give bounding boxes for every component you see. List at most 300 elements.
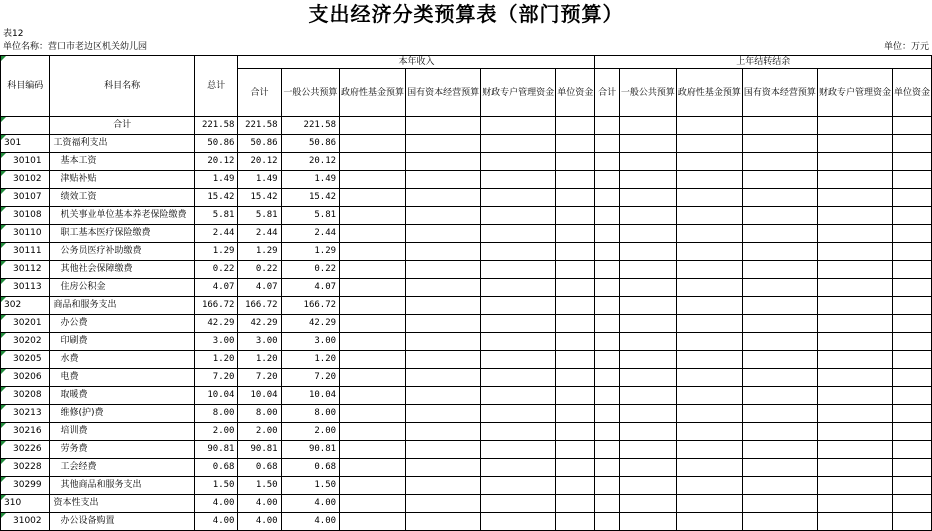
cell-empty [556,315,595,333]
cell-general: 90.81 [281,441,339,459]
cell-general: 4.07 [281,279,339,297]
cell-empty [481,225,556,243]
cell-empty [595,351,619,369]
cell-general: 1.50 [281,477,339,495]
cell-subtotal: 4.00 [238,513,281,531]
header-last-general: 一般公共预算 [619,69,676,117]
cell-empty [619,225,676,243]
cell-total: 0.22 [194,261,238,279]
cell-empty [742,459,817,477]
cell-empty [481,387,556,405]
table-number: 表12 [3,29,24,39]
cell-empty [595,117,619,135]
cell-empty [742,261,817,279]
header-last-unit: 单位资金 [892,69,931,117]
cell-empty [595,333,619,351]
cell-empty [817,117,892,135]
cell-empty [817,405,892,423]
cell-subtotal: 3.00 [238,333,281,351]
cell-empty [817,333,892,351]
cell-empty [556,405,595,423]
cell-marker-icon [1,423,6,428]
cell-empty [406,261,481,279]
cell-empty [406,423,481,441]
cell-empty [676,135,742,153]
cell-empty [406,243,481,261]
table-row [1,387,932,405]
cell-empty [595,387,619,405]
cell-general: 15.42 [281,189,339,207]
cell-empty [406,117,481,135]
cell-empty [619,351,676,369]
cell-empty [556,261,595,279]
cell-empty [619,135,676,153]
cell-empty [676,171,742,189]
cell-empty [406,405,481,423]
cell-empty [556,459,595,477]
cell-code-text: 30113 [13,282,42,292]
header-code: 科目编码 [1,56,50,117]
cell-empty [595,423,619,441]
cell-empty [892,171,931,189]
cell-general: 0.68 [281,459,339,477]
cell-empty [676,261,742,279]
cell-total: 20.12 [194,153,238,171]
table-row [1,117,932,135]
cell-empty [595,279,619,297]
cell-empty [619,477,676,495]
cell-total: 2.44 [194,225,238,243]
cell-name: 绩效工资 [50,189,194,207]
header-current-subtotal: 合计 [238,69,281,117]
table-row [1,459,932,477]
cell-total: 1.20 [194,351,238,369]
cell-empty [817,153,892,171]
cell-empty [481,441,556,459]
cell-total: 3.00 [194,333,238,351]
cell-empty [742,135,817,153]
cell-empty [595,405,619,423]
cell-empty [619,153,676,171]
cell-name: 住房公积金 [50,279,194,297]
cell-empty [742,189,817,207]
cell-empty [481,423,556,441]
cell-empty [676,153,742,171]
cell-empty [340,423,406,441]
cell-empty [676,117,742,135]
cell-code [1,297,50,315]
cell-marker-icon [1,477,6,482]
cell-empty [619,513,676,531]
cell-empty [556,477,595,495]
cell-empty [340,297,406,315]
cell-code [1,117,50,135]
cell-empty [619,423,676,441]
cell-subtotal: 7.20 [238,369,281,387]
cell-empty [595,459,619,477]
cell-name: 印刷费 [50,333,194,351]
cell-empty [340,189,406,207]
cell-empty [406,459,481,477]
cell-code [1,153,50,171]
cell-empty [892,495,931,513]
cell-empty [742,315,817,333]
cell-general: 166.72 [281,297,339,315]
cell-total: 1.49 [194,171,238,189]
cell-empty [595,477,619,495]
cell-empty [556,351,595,369]
cell-empty [406,351,481,369]
cell-subtotal: 0.22 [238,261,281,279]
cell-subtotal: 4.07 [238,279,281,297]
cell-empty [619,315,676,333]
cell-empty [892,207,931,225]
cell-subtotal: 1.20 [238,351,281,369]
cell-empty [742,207,817,225]
cell-marker-icon [1,225,6,230]
cell-subtotal: 221.58 [238,117,281,135]
cell-empty [556,441,595,459]
cell-empty [481,477,556,495]
cell-empty [481,333,556,351]
cell-general: 10.04 [281,387,339,405]
cell-code-text: 30102 [13,174,42,184]
cell-empty [340,477,406,495]
cell-empty [340,387,406,405]
cell-empty [406,333,481,351]
cell-empty [340,405,406,423]
cell-empty [892,225,931,243]
cell-empty [595,441,619,459]
cell-subtotal: 2.44 [238,225,281,243]
cell-code-text: 30112 [13,264,42,274]
cell-empty [892,189,931,207]
cell-code [1,225,50,243]
cell-empty [556,153,595,171]
cell-empty [817,297,892,315]
cell-marker-icon [1,189,6,194]
cell-subtotal: 90.81 [238,441,281,459]
cell-marker-icon [1,171,6,176]
cell-empty [340,135,406,153]
cell-marker-icon [1,513,6,518]
cell-empty [406,207,481,225]
cell-subtotal: 15.42 [238,189,281,207]
cell-empty [619,369,676,387]
header-current-fund: 政府性基金预算 [340,69,406,117]
cell-total: 221.58 [194,117,238,135]
cell-name: 取暖费 [50,387,194,405]
cell-name: 工会经费 [50,459,194,477]
cell-code [1,351,50,369]
cell-empty [481,279,556,297]
cell-code-text: 30202 [13,336,42,346]
cell-empty [742,423,817,441]
cell-empty [619,279,676,297]
table-row [1,405,932,423]
cell-empty [556,225,595,243]
cell-empty [406,225,481,243]
cell-code [1,459,50,477]
cell-empty [481,171,556,189]
cell-empty [742,387,817,405]
cell-empty [619,441,676,459]
cell-empty [340,207,406,225]
cell-empty [817,513,892,531]
cell-empty [481,369,556,387]
cell-marker-icon [1,351,6,356]
cell-empty [481,261,556,279]
cell-empty [481,459,556,477]
cell-empty [892,423,931,441]
cell-empty [676,513,742,531]
cell-empty [556,243,595,261]
header-name: 科目名称 [50,56,194,117]
cell-total: 42.29 [194,315,238,333]
cell-empty [817,189,892,207]
table-row [1,135,932,153]
cell-empty [892,297,931,315]
cell-empty [595,135,619,153]
cell-empty [892,441,931,459]
table-row [1,333,932,351]
cell-empty [892,387,931,405]
cell-code [1,477,50,495]
cell-empty [340,225,406,243]
table-row [1,225,932,243]
cell-code [1,369,50,387]
cell-code [1,405,50,423]
cell-empty [481,513,556,531]
cell-subtotal: 20.12 [238,153,281,171]
table-row [1,351,932,369]
cell-empty [481,135,556,153]
cell-empty [817,261,892,279]
cell-empty [676,279,742,297]
cell-subtotal: 42.29 [238,315,281,333]
cell-name: 劳务费 [50,441,194,459]
cell-empty [595,495,619,513]
cell-empty [676,189,742,207]
cell-empty [556,333,595,351]
cell-code-text: 302 [4,300,22,310]
cell-general: 5.81 [281,207,339,225]
cell-total: 2.00 [194,423,238,441]
cell-empty [892,315,931,333]
cell-empty [892,351,931,369]
cell-empty [817,495,892,513]
cell-empty [340,315,406,333]
cell-marker-icon [1,441,6,446]
cell-total: 1.29 [194,243,238,261]
cell-code [1,243,50,261]
cell-empty [892,243,931,261]
cell-empty [340,333,406,351]
cell-empty [340,171,406,189]
cell-empty [817,387,892,405]
cell-empty [742,153,817,171]
cell-code-text: 30110 [13,228,42,238]
cell-empty [619,189,676,207]
cell-empty [481,117,556,135]
cell-empty [595,297,619,315]
cell-empty [619,387,676,405]
cell-empty [892,279,931,297]
cell-total: 7.20 [194,369,238,387]
cell-general: 4.00 [281,495,339,513]
cell-empty [676,459,742,477]
cell-code-text: 30205 [13,354,42,364]
cell-empty [340,117,406,135]
cell-empty [676,441,742,459]
cell-name: 维修(护)费 [50,405,194,423]
cell-empty [556,279,595,297]
cell-empty [676,333,742,351]
cell-code [1,423,50,441]
table-row [1,369,932,387]
cell-empty [406,135,481,153]
cell-subtotal: 1.49 [238,171,281,189]
cell-empty [892,333,931,351]
cell-empty [817,423,892,441]
table-row [1,297,932,315]
cell-empty [892,369,931,387]
cell-empty [619,459,676,477]
cell-empty [817,441,892,459]
cell-general: 0.22 [281,261,339,279]
cell-marker-icon [1,333,6,338]
cell-code [1,441,50,459]
table-row [1,315,932,333]
cell-empty [817,243,892,261]
cell-code-text: 30213 [13,408,42,418]
table-row [1,153,932,171]
header-last-fund: 政府性基金预算 [676,69,742,117]
cell-empty [556,495,595,513]
cell-empty [556,387,595,405]
table-row [1,477,932,495]
cell-total: 8.00 [194,405,238,423]
cell-marker-icon [1,279,6,284]
cell-empty [742,405,817,423]
cell-subtotal: 166.72 [238,297,281,315]
table-row [1,207,932,225]
cell-subtotal: 1.29 [238,243,281,261]
cell-empty [742,441,817,459]
table-row [1,513,932,531]
cell-empty [340,513,406,531]
cell-code [1,261,50,279]
header-last-capital: 国有资本经营预算 [742,69,817,117]
cell-empty [481,189,556,207]
cell-empty [742,477,817,495]
cell-subtotal: 10.04 [238,387,281,405]
cell-general: 1.49 [281,171,339,189]
cell-general: 2.44 [281,225,339,243]
cell-empty [742,243,817,261]
cell-name: 津贴补贴 [50,171,194,189]
header-current-unit: 单位资金 [556,69,595,117]
cell-marker-icon [1,153,6,158]
cell-empty [676,369,742,387]
cell-total: 4.00 [194,513,238,531]
currency-unit: 单位：万元 [883,42,929,52]
table-row [1,441,932,459]
cell-empty [595,243,619,261]
cell-empty [619,207,676,225]
cell-code-text: 30206 [13,372,42,382]
header-last-special: 财政专户管理资金 [817,69,892,117]
cell-empty [595,261,619,279]
cell-general: 221.58 [281,117,339,135]
cell-empty [892,513,931,531]
cell-marker-icon [1,369,6,374]
cell-empty [595,369,619,387]
cell-empty [556,423,595,441]
cell-empty [817,351,892,369]
cell-empty [817,207,892,225]
cell-subtotal: 1.50 [238,477,281,495]
cell-empty [676,207,742,225]
cell-empty [556,189,595,207]
cell-empty [619,243,676,261]
cell-code-text: 30226 [13,444,42,454]
cell-empty [406,387,481,405]
header-current-special: 财政专户管理资金 [481,69,556,117]
cell-total: 166.72 [194,297,238,315]
cell-marker-icon [1,135,6,140]
cell-general: 4.00 [281,513,339,531]
cell-empty [481,207,556,225]
cell-marker-icon [1,315,6,320]
cell-empty [406,441,481,459]
cell-empty [676,423,742,441]
cell-empty [817,225,892,243]
cell-name: 其他社会保障缴费 [50,261,194,279]
cell-empty [619,261,676,279]
cell-empty [619,297,676,315]
cell-empty [595,171,619,189]
cell-empty [406,477,481,495]
cell-empty [340,459,406,477]
cell-code-text: 31002 [13,516,42,526]
cell-empty [406,279,481,297]
cell-general: 1.20 [281,351,339,369]
cell-subtotal: 50.86 [238,135,281,153]
cell-subtotal: 2.00 [238,423,281,441]
budget-table [0,55,932,531]
cell-empty [619,495,676,513]
cell-empty [481,495,556,513]
cell-name: 职工基本医疗保险缴费 [50,225,194,243]
cell-code [1,135,50,153]
table-row [1,423,932,441]
cell-general: 3.00 [281,333,339,351]
cell-empty [892,135,931,153]
cell-general: 7.20 [281,369,339,387]
cell-empty [481,153,556,171]
cell-empty [406,369,481,387]
cell-empty [742,513,817,531]
cell-code [1,207,50,225]
cell-empty [556,513,595,531]
header-total: 总计 [194,56,238,117]
cell-name: 基本工资 [50,153,194,171]
cell-total: 15.42 [194,189,238,207]
cell-code [1,333,50,351]
cell-empty [340,261,406,279]
cell-total: 50.86 [194,135,238,153]
